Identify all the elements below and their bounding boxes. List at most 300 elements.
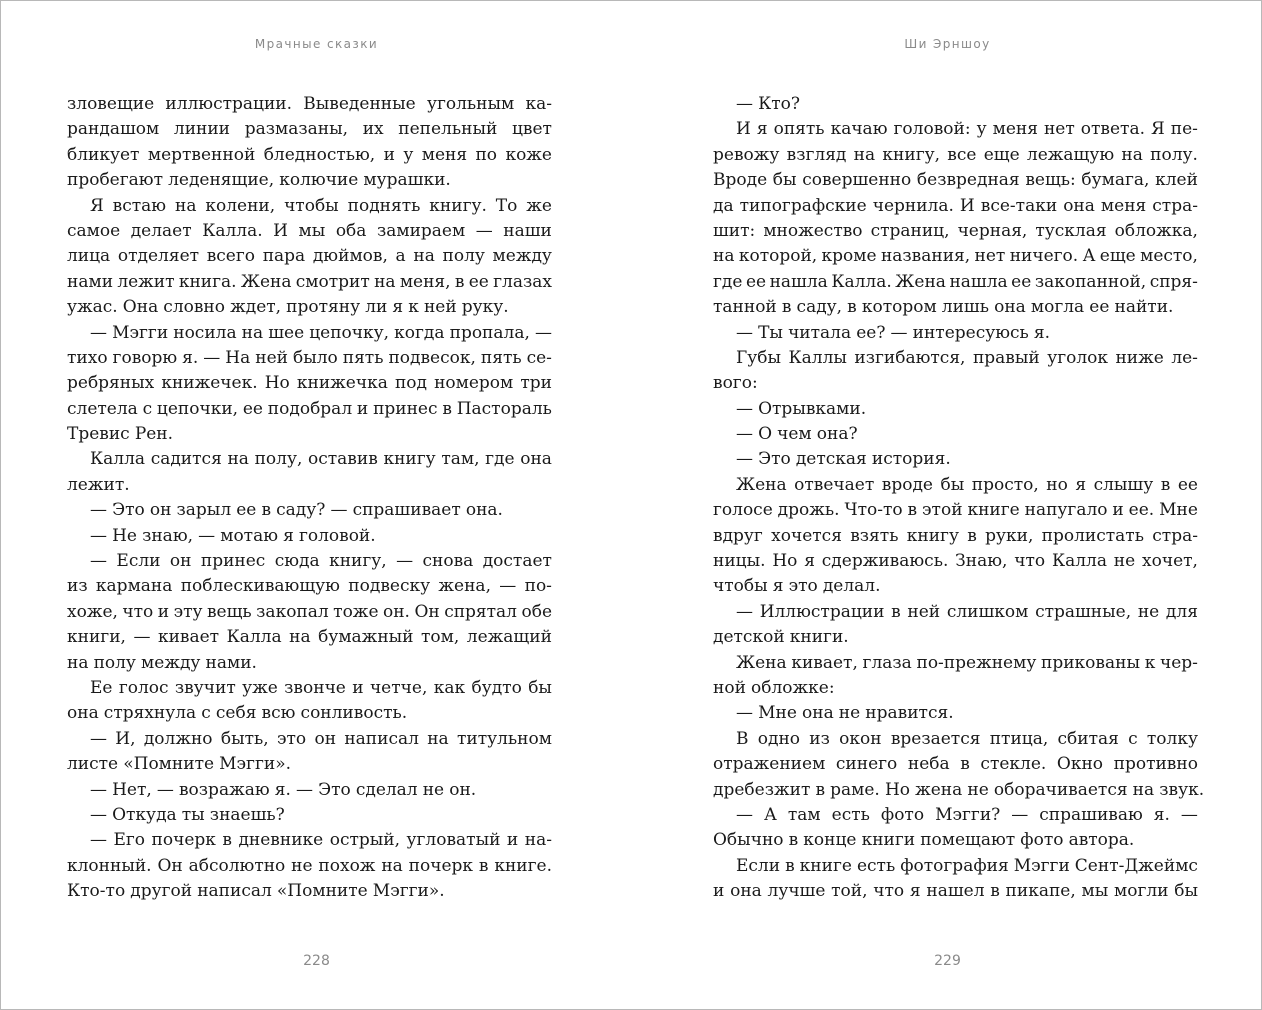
word: чем bbox=[777, 424, 812, 445]
text-line bbox=[67, 117, 552, 142]
word: головой: bbox=[893, 119, 971, 140]
word: я bbox=[804, 551, 815, 572]
word: Рен. bbox=[134, 424, 174, 445]
word: он bbox=[169, 551, 192, 572]
word: кивает bbox=[157, 627, 220, 648]
word: И bbox=[959, 195, 975, 216]
text-line bbox=[67, 295, 552, 320]
text-line bbox=[67, 778, 552, 803]
word: было bbox=[292, 347, 338, 368]
text-line bbox=[67, 346, 552, 371]
word: слишком bbox=[946, 601, 1029, 622]
word: черная, bbox=[957, 220, 1028, 241]
word: лишь bbox=[941, 297, 989, 318]
word: детская bbox=[795, 449, 867, 470]
word: книге. bbox=[494, 855, 552, 876]
word: — bbox=[90, 525, 107, 546]
text-line bbox=[67, 676, 552, 701]
word: взгляд bbox=[786, 144, 847, 165]
word: кивает, bbox=[791, 652, 858, 673]
word: полу. bbox=[1150, 144, 1198, 165]
word: мертвенной bbox=[147, 144, 256, 165]
word: шее bbox=[268, 322, 305, 343]
word: она bbox=[802, 703, 834, 724]
word: саду, bbox=[796, 297, 843, 318]
word: нашла bbox=[949, 271, 1008, 292]
word: помещают bbox=[920, 830, 1016, 851]
text-line bbox=[67, 498, 552, 523]
word: Калла. bbox=[831, 271, 892, 292]
word: дневнике bbox=[238, 830, 324, 851]
word: том, bbox=[421, 627, 460, 648]
word: — bbox=[736, 804, 753, 825]
word: — bbox=[90, 830, 107, 851]
word: место, bbox=[1140, 246, 1198, 267]
word: мурашки. bbox=[363, 170, 451, 191]
word: эту bbox=[173, 601, 203, 622]
word: Мэгги bbox=[1013, 855, 1070, 876]
word: полу, bbox=[254, 449, 303, 470]
word: прикованы bbox=[1041, 652, 1140, 673]
word: Жена bbox=[736, 474, 787, 495]
word: книжечка bbox=[296, 373, 388, 394]
word: должно bbox=[143, 728, 213, 749]
word: типографские bbox=[739, 195, 867, 216]
word: отражением bbox=[713, 754, 826, 775]
word: пробегают bbox=[67, 170, 163, 191]
text-line bbox=[713, 219, 1198, 244]
word: книге bbox=[799, 855, 852, 876]
text-line bbox=[713, 803, 1198, 828]
word: сделал bbox=[355, 779, 418, 800]
word: история. bbox=[871, 449, 951, 470]
word: книгу bbox=[906, 525, 959, 546]
text-line bbox=[67, 701, 552, 726]
word: взять bbox=[850, 525, 899, 546]
word: фото bbox=[1020, 830, 1064, 851]
text-line bbox=[713, 600, 1198, 625]
word: клей bbox=[1155, 170, 1198, 191]
word: дребезжит bbox=[713, 779, 811, 800]
word: меня bbox=[421, 144, 468, 165]
word: лежит. bbox=[67, 474, 130, 495]
text-line bbox=[713, 295, 1198, 320]
word: Ты bbox=[758, 322, 783, 343]
word: правый bbox=[972, 347, 1040, 368]
word: дрожь. bbox=[777, 500, 840, 521]
word: на bbox=[713, 246, 735, 267]
text-line bbox=[67, 473, 552, 498]
word: полу bbox=[93, 652, 136, 673]
word: хочет, bbox=[1142, 551, 1198, 572]
word: полу bbox=[442, 246, 485, 267]
word: слышу bbox=[1093, 474, 1154, 495]
word: оба bbox=[335, 220, 367, 241]
word: клонный. bbox=[67, 855, 152, 876]
word: колючие bbox=[279, 170, 359, 191]
word: а bbox=[395, 246, 406, 267]
word: совершенно bbox=[802, 170, 912, 191]
word: угловатый bbox=[406, 830, 501, 851]
word: уголок bbox=[1047, 347, 1108, 368]
word: — bbox=[1011, 804, 1029, 825]
word: звук. bbox=[1159, 779, 1205, 800]
word: И, bbox=[115, 728, 136, 749]
word: и bbox=[356, 398, 369, 419]
word: На bbox=[225, 347, 251, 368]
text-line bbox=[67, 270, 552, 295]
word: в bbox=[1160, 474, 1171, 495]
word: почерк bbox=[151, 830, 216, 851]
word: — bbox=[156, 779, 174, 800]
word: Но bbox=[884, 779, 910, 800]
word: тихо bbox=[67, 347, 108, 368]
word: детской bbox=[713, 627, 785, 648]
word: цепочку, bbox=[309, 322, 390, 343]
word: для bbox=[1165, 601, 1198, 622]
word: котором bbox=[861, 297, 937, 318]
word: с bbox=[142, 398, 153, 419]
word: под bbox=[394, 373, 427, 394]
word: нравится. bbox=[865, 703, 954, 724]
word: Это bbox=[758, 449, 791, 470]
text-line bbox=[67, 574, 552, 599]
word: — bbox=[736, 398, 753, 419]
word: в bbox=[785, 855, 795, 876]
word: фотография bbox=[900, 855, 1009, 876]
word: обе bbox=[521, 601, 552, 622]
word: меня, bbox=[399, 271, 451, 292]
word: Мэгги? bbox=[935, 804, 1001, 825]
text-line bbox=[713, 701, 1198, 726]
word: на bbox=[374, 271, 396, 292]
word: — bbox=[90, 779, 107, 800]
word: меня bbox=[992, 119, 1038, 140]
word: ждет, bbox=[230, 297, 282, 318]
word: вроде bbox=[881, 474, 933, 495]
word: три bbox=[520, 373, 552, 394]
word: все-таки bbox=[980, 195, 1058, 216]
word: обложка, bbox=[1114, 220, 1198, 241]
word: по-прежнему bbox=[916, 652, 1037, 673]
word: В bbox=[736, 728, 749, 749]
word: — bbox=[90, 551, 107, 572]
word: той, bbox=[831, 881, 868, 902]
word: он. bbox=[449, 779, 477, 800]
word: на bbox=[227, 449, 249, 470]
word: бы bbox=[1174, 881, 1198, 902]
word: Пастораль bbox=[456, 398, 552, 419]
word: Это bbox=[112, 500, 145, 521]
word: Губы bbox=[736, 347, 782, 368]
text-line bbox=[713, 752, 1198, 777]
word: есть bbox=[856, 855, 896, 876]
word: «Помните bbox=[123, 754, 215, 775]
word: фото bbox=[880, 804, 925, 825]
word: Каллы bbox=[788, 347, 847, 368]
word: в bbox=[815, 779, 826, 800]
word: между bbox=[141, 652, 201, 673]
word: вого: bbox=[713, 373, 758, 394]
word: Мне bbox=[758, 703, 797, 724]
word: Это bbox=[318, 779, 351, 800]
word: изгибаются, bbox=[854, 347, 966, 368]
word: мотаю bbox=[220, 525, 279, 546]
text-line bbox=[67, 879, 552, 904]
word: почерк bbox=[408, 855, 474, 876]
word: нет bbox=[1043, 119, 1075, 140]
word: он. bbox=[382, 601, 410, 622]
text-line bbox=[713, 625, 1198, 650]
word: замираем bbox=[376, 220, 466, 241]
word: колени, bbox=[205, 195, 276, 216]
word: Я bbox=[90, 195, 104, 216]
word: по- bbox=[524, 576, 552, 597]
word: оборачивается bbox=[993, 779, 1128, 800]
word: их bbox=[362, 119, 384, 140]
word: Кто-то bbox=[67, 881, 126, 902]
word: я bbox=[392, 297, 404, 318]
text-line bbox=[67, 371, 552, 396]
word: в bbox=[478, 855, 489, 876]
word: звонче bbox=[284, 677, 346, 698]
word: на bbox=[381, 855, 403, 876]
word: на- bbox=[524, 830, 552, 851]
word: я bbox=[909, 881, 921, 902]
word: Кто? bbox=[758, 94, 801, 114]
word: бликует bbox=[67, 144, 140, 165]
word: жена, bbox=[438, 576, 491, 597]
word: Что-то bbox=[844, 500, 903, 521]
text-line bbox=[713, 574, 1198, 599]
word: словно bbox=[163, 297, 225, 318]
word: Иллюстрации bbox=[759, 601, 885, 622]
word: А bbox=[1082, 246, 1096, 267]
word: и bbox=[1112, 500, 1124, 521]
word: Откуда bbox=[112, 804, 177, 825]
word: не bbox=[291, 855, 313, 876]
word: Если bbox=[736, 855, 781, 876]
word: окон bbox=[839, 728, 882, 749]
word: ты bbox=[181, 804, 205, 825]
word: и bbox=[713, 881, 725, 902]
page-number-left: 228 bbox=[303, 953, 330, 969]
word: пикапе, bbox=[1005, 881, 1076, 902]
word: на bbox=[241, 322, 264, 343]
text-line bbox=[713, 321, 1198, 346]
word: снова bbox=[422, 551, 474, 572]
word: поблескивающую bbox=[180, 576, 340, 597]
right-page-text bbox=[713, 92, 1205, 905]
word: на bbox=[67, 652, 89, 673]
word: спря- bbox=[1149, 271, 1198, 292]
word: пе- bbox=[1170, 119, 1198, 140]
running-head-author: Ши Эрншоу bbox=[904, 37, 991, 51]
word: принес bbox=[373, 398, 438, 419]
word: чтобы bbox=[713, 576, 768, 597]
word: спрашивает bbox=[352, 500, 461, 521]
text-line bbox=[713, 346, 1198, 371]
word: Выведенные bbox=[303, 94, 416, 114]
word: я. bbox=[182, 347, 199, 368]
word: сдерживаюсь. bbox=[821, 551, 949, 572]
word: спрашиваю bbox=[1039, 804, 1143, 825]
word: стекле. bbox=[980, 754, 1047, 775]
word: по bbox=[475, 144, 498, 165]
word: чернила. bbox=[872, 195, 954, 216]
word: номером bbox=[434, 373, 514, 394]
word: цвет bbox=[511, 119, 552, 140]
word: автора. bbox=[1068, 830, 1135, 851]
word: и bbox=[383, 144, 395, 165]
word: и bbox=[352, 677, 364, 698]
word: в bbox=[261, 500, 272, 521]
word: мы bbox=[1081, 881, 1109, 902]
word: не bbox=[967, 779, 989, 800]
word: головой. bbox=[298, 525, 376, 546]
text-line bbox=[713, 549, 1198, 574]
text-line bbox=[713, 524, 1198, 549]
word: как bbox=[433, 677, 466, 698]
text-line bbox=[713, 270, 1198, 295]
word: в bbox=[960, 754, 970, 775]
word: он bbox=[149, 500, 172, 521]
text-line bbox=[67, 549, 552, 574]
word: пара bbox=[262, 246, 306, 267]
word: на bbox=[853, 144, 876, 165]
word: ней bbox=[907, 601, 941, 622]
word: она? bbox=[816, 424, 858, 445]
word: пролистать bbox=[1041, 525, 1144, 546]
word: опять bbox=[773, 119, 825, 140]
word: Его bbox=[113, 830, 146, 851]
text-line bbox=[67, 447, 552, 472]
word: с bbox=[201, 703, 211, 724]
word: поднять bbox=[347, 195, 421, 216]
word: лежащую bbox=[1026, 144, 1115, 165]
right-page bbox=[632, 1, 1262, 1009]
text-line bbox=[67, 244, 552, 269]
word: там bbox=[787, 804, 821, 825]
word: книгу, bbox=[882, 144, 941, 165]
word: встаю bbox=[112, 195, 167, 216]
word: Мне bbox=[1159, 500, 1198, 521]
word: на bbox=[1121, 144, 1143, 165]
text-line bbox=[67, 600, 552, 625]
text-line bbox=[713, 371, 1198, 396]
word: — bbox=[396, 551, 414, 572]
word: ничего. bbox=[1009, 246, 1079, 267]
word: бы bbox=[772, 170, 797, 191]
word: отделяет bbox=[117, 246, 200, 267]
word: глаза bbox=[862, 652, 912, 673]
word: в bbox=[847, 297, 857, 318]
word: Калла. bbox=[202, 220, 263, 241]
word: дюймов, bbox=[312, 246, 388, 267]
word: толку bbox=[1146, 728, 1198, 749]
word: Но bbox=[772, 551, 798, 572]
word: интересуюсь bbox=[912, 322, 1029, 343]
word: лучше bbox=[767, 881, 826, 902]
left-page-text bbox=[67, 92, 552, 905]
word: — bbox=[499, 576, 517, 597]
text-line bbox=[67, 321, 552, 346]
text-line bbox=[713, 854, 1198, 879]
word: Мэгги bbox=[112, 322, 169, 343]
word: Отрывками. bbox=[758, 398, 867, 419]
word: что bbox=[122, 601, 154, 622]
word: говорю bbox=[112, 347, 178, 368]
text-line bbox=[713, 117, 1198, 142]
word: нами. bbox=[205, 652, 257, 673]
text-line bbox=[67, 422, 552, 447]
word: нашел bbox=[926, 881, 985, 902]
word: напугало bbox=[1024, 500, 1108, 521]
text-line bbox=[67, 828, 552, 853]
word: всю bbox=[261, 703, 296, 724]
word: ной bbox=[713, 677, 746, 698]
word: ней bbox=[423, 297, 457, 318]
word: стра- bbox=[1152, 195, 1198, 216]
word: книги. bbox=[789, 627, 849, 648]
word: ли bbox=[365, 297, 388, 318]
word: пепельный bbox=[398, 119, 498, 140]
word: носила bbox=[173, 322, 237, 343]
word: в bbox=[967, 525, 977, 546]
left-page bbox=[1, 1, 632, 1009]
word: спрятал bbox=[444, 601, 517, 622]
word: лица bbox=[67, 246, 111, 267]
word: Жена bbox=[736, 652, 787, 673]
word: на bbox=[413, 246, 435, 267]
word: этой bbox=[922, 500, 963, 521]
word: книга. bbox=[178, 271, 237, 292]
word: я. bbox=[274, 779, 291, 800]
word: коже bbox=[505, 144, 552, 165]
word: абсолютно bbox=[188, 855, 286, 876]
word: Если bbox=[116, 551, 161, 572]
word: хочется bbox=[771, 525, 842, 546]
word: — bbox=[198, 525, 216, 546]
word: Окно bbox=[1056, 754, 1104, 775]
word: острый, bbox=[329, 830, 401, 851]
word: угольным bbox=[426, 94, 515, 114]
text-line bbox=[67, 194, 552, 219]
word: меня bbox=[1100, 195, 1147, 216]
word: самое bbox=[67, 220, 121, 241]
word: То bbox=[495, 195, 518, 216]
word: в bbox=[442, 398, 452, 419]
word: голос bbox=[118, 677, 169, 698]
word: ее bbox=[236, 500, 257, 521]
word: которой, bbox=[738, 246, 818, 267]
word: вещь bbox=[206, 601, 252, 622]
word: — bbox=[534, 322, 552, 343]
text-line bbox=[713, 727, 1198, 752]
word: Мэгги». bbox=[219, 754, 292, 775]
word: в bbox=[990, 881, 1000, 902]
word: противно bbox=[1113, 754, 1198, 775]
word: Обычно bbox=[713, 830, 784, 851]
word: листе bbox=[67, 754, 119, 775]
word: есть bbox=[831, 804, 870, 825]
word: — bbox=[90, 728, 107, 749]
word: закопал bbox=[256, 601, 329, 622]
word: на bbox=[427, 728, 449, 749]
word: ее bbox=[1011, 271, 1032, 292]
word: Он bbox=[414, 601, 440, 622]
text-line bbox=[67, 625, 552, 650]
